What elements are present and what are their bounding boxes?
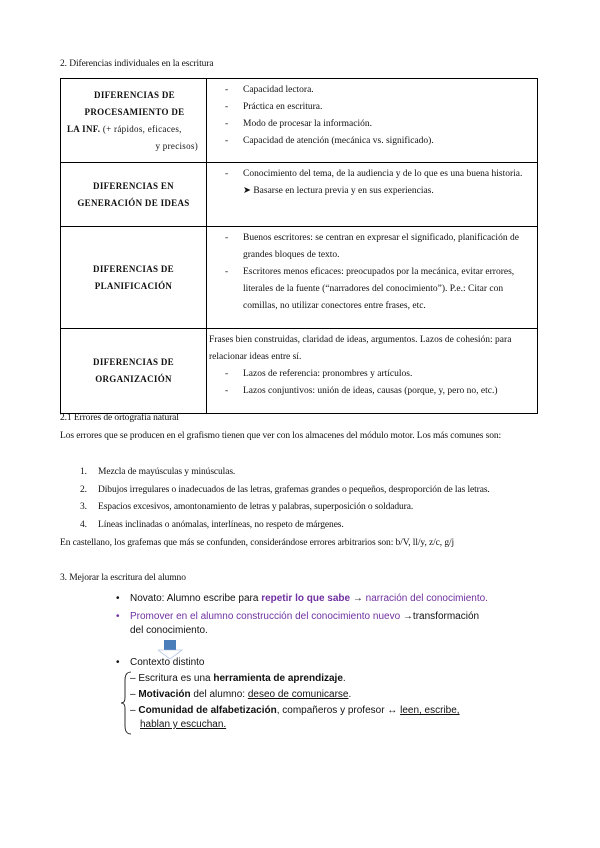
header-line: PROCESAMIENTO DE [84, 106, 185, 117]
item-number: 1. [80, 467, 87, 477]
table-row [61, 79, 538, 163]
sub-text-d: hablan y escuchan. [140, 719, 227, 730]
list-item: - Práctica en escritura. [207, 99, 533, 116]
row-header-organization [61, 329, 207, 414]
bullet-dot: • [116, 593, 120, 604]
row-content-organization [207, 329, 538, 414]
list-item: - Escritores menos eficaces: preocupados por la mecánica, evitar errores, literales de la fuente (“narradores del conocimiento”). P.e.: Citar con comillas, no utilizar conectores entre frases, etc. [207, 264, 533, 315]
section-2-1-intro: Los errores que se producen en el grafismo tienen que ver con los almacenes del módulo motor. Los más comunes son: [60, 431, 502, 441]
errors-list [60, 464, 550, 534]
header-line: DIFERENCIAS DE [93, 263, 174, 274]
row-content-planning [207, 227, 538, 329]
bullet-contexto [116, 656, 556, 670]
bullet-text-a: Promover en el alumno construcción del conocimiento nuevo [130, 611, 401, 622]
sub-item-herramienta [130, 672, 550, 686]
bullet-text: Contexto distinto [130, 657, 205, 668]
header-line [61, 121, 198, 138]
sub-text-c: . [342, 673, 346, 684]
sub-item-motivacion [130, 688, 550, 702]
bullet-dot: • [116, 611, 120, 622]
sub-text-c: deseo de comunicarse [247, 689, 349, 700]
sub-dash: – [130, 689, 136, 700]
section-3-title: 3. Mejorar la escritura del alumno [60, 573, 186, 583]
bullet-text-d: narración del conocimiento. [365, 593, 488, 604]
bullet-text-a: Novato: Alumno escribe para [130, 593, 262, 604]
header-inf: LA INF. [67, 123, 101, 134]
header-line: PLANIFICACIÓN [94, 280, 173, 291]
sub-text-a: Escritura es una [138, 673, 214, 684]
list-item: - Modo de procesar la información. [207, 116, 533, 133]
item-number: 4. [80, 519, 87, 530]
organization-text: Frases bien construidas, claridad de ideas, argumentos. Lazos de cohesión: para relacionar ideas entre sí. [209, 335, 512, 362]
list-item: - Conocimiento del tema, de la audiencia y de lo que es una buena historia. [207, 166, 533, 183]
row-header-ideas [61, 163, 207, 227]
bullet-text-b: →transformación [400, 611, 480, 622]
arrow-item: ➤ Basarse en lectura previa y en sus experiencias. [243, 186, 434, 196]
list-item [60, 482, 550, 500]
row-header-processing [61, 79, 207, 163]
bullet-text-b: repetir lo que sabe [261, 593, 351, 604]
header-line: DIFERENCIAS DE [94, 89, 175, 100]
row-header-planning [61, 227, 207, 329]
bullet-arrow: → [350, 593, 366, 604]
differences-table [60, 78, 538, 414]
bullet-novato [116, 592, 556, 606]
sub-text-b: , compañeros y profesor ↔ [276, 705, 401, 716]
section-2-1-closing: En castellano, los grafemas que más se confunden, considerándose errores arbitrarios son: b/V, ll/y, z/c, g/j [60, 538, 455, 548]
item-text: Espacios excesivos, amontonamiento de letras y palabras, superposición o soldadura. [98, 502, 414, 512]
sub-text-b: del alumno: [190, 689, 248, 700]
sub-text-b: herramienta de aprendizaje [213, 673, 343, 684]
item-number: 3. [80, 502, 87, 512]
list-item: - Capacidad de atención (mecánica vs. significado). [207, 133, 533, 150]
item-text: Mezcla de mayúsculas y minúsculas. [98, 467, 236, 477]
header-line: DIFERENCIAS EN [93, 180, 174, 191]
header-line: y precisos) [155, 140, 198, 151]
header-line: GENERACIÓN DE IDEAS [77, 197, 190, 208]
section-2-1-title: 2.1 Errores de ortografía natural [60, 413, 179, 423]
list-item: - Lazos conjuntivos: unión de ideas, causas (porque, y, pero no, etc.) [207, 383, 533, 400]
bullet-dot: • [116, 657, 120, 668]
item-number: 2. [80, 484, 87, 495]
sub-dash: – [130, 705, 136, 716]
sub-text-a: Motivación [138, 689, 191, 700]
row-content-processing [207, 79, 538, 163]
section-2-title: 2. Diferencias individuales en la escritura [60, 59, 214, 69]
sub-text-c: leen, escribe, [400, 705, 460, 716]
sub-item-comunidad [130, 704, 550, 732]
sub-dash: – [130, 673, 136, 684]
item-text: Líneas inclinadas o anómalas, interlíneas, no respeto de márgenes. [98, 519, 344, 530]
sub-text-a: Comunidad de alfabetización [138, 705, 277, 716]
list-item [60, 517, 550, 535]
table-row [61, 329, 538, 414]
header-inf-rest: (+ rápidos, eficaces, [100, 123, 182, 134]
bullet-text-c: del conocimiento. [130, 625, 208, 636]
list-item [60, 499, 550, 517]
table-row [61, 227, 538, 329]
item-text: Dibujos irregulares o inadecuados de las letras, grafemas grandes o pequeños, desproporción de las letras. [98, 484, 490, 495]
list-item [60, 464, 550, 482]
list-item: - Capacidad lectora. [207, 82, 533, 99]
row-content-ideas [207, 163, 538, 227]
bullet-promover [116, 610, 556, 638]
header-line: DIFERENCIAS DE [93, 357, 174, 367]
list-item: - Buenos escritores: se centran en expresar el significado, planificación de grandes bloques de texto. [207, 230, 533, 264]
header-line: ORGANIZACIÓN [95, 374, 172, 384]
sub-text-d: . [348, 689, 352, 700]
table-row [61, 163, 538, 227]
list-item: - Lazos de referencia: pronombres y artículos. [207, 366, 533, 383]
